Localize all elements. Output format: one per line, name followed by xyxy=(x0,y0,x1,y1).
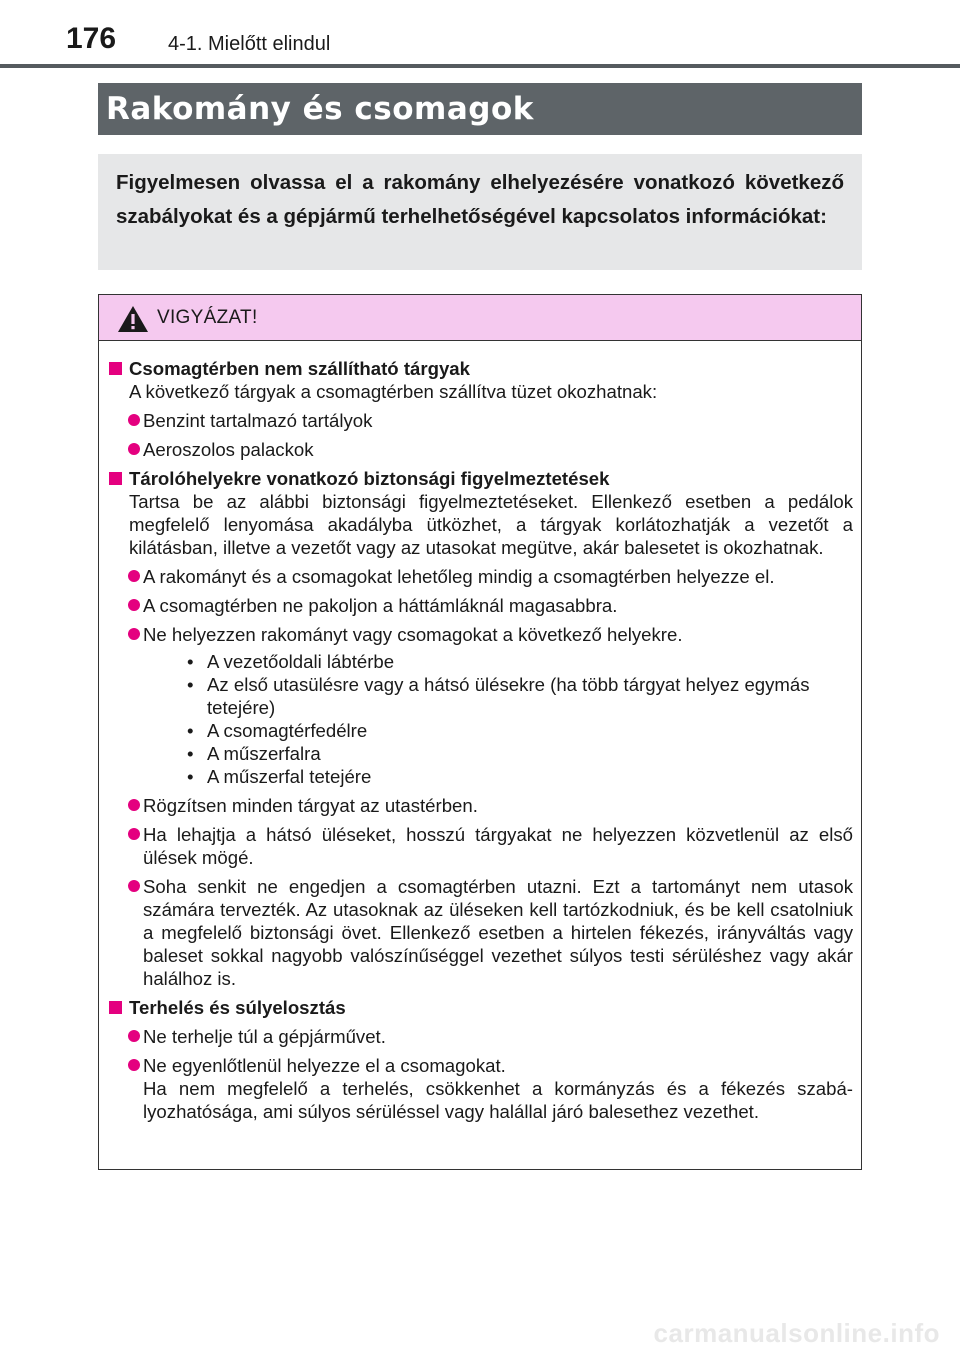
bullet-item xyxy=(109,565,853,588)
chapter-title: 4-1. Mielőtt elindul xyxy=(168,33,331,55)
sub-list-item-text: A csomagtérfedélre xyxy=(207,720,368,741)
bullet-item-text: Ne egyenlőtlenül helyezze el a csomagokat. Ha nem megfelelő a terhelés, csökkenhet a kormányzás és a fékezés szabályozhatósága, ami súlyos sérüléssel vagy halállal járó balesethez vezethet. xyxy=(143,1055,853,1122)
warning-body xyxy=(99,341,861,1123)
round-bullet-icon xyxy=(128,880,140,892)
warning-box xyxy=(98,294,862,1170)
dot-marker: • xyxy=(187,651,194,672)
bullet-item xyxy=(109,1054,853,1123)
watermark: carmanualsonline.info xyxy=(653,1318,940,1348)
warning-header xyxy=(99,295,861,341)
dot-marker: • xyxy=(187,766,194,787)
bullet-item-text: Ha lehajtja a hátsó üléseket, hosszú tárgyakat ne helyezzen közvetlenül az első ülések mögé. xyxy=(143,824,853,868)
square-bullet-icon xyxy=(109,362,122,375)
group-text: A következő tárgyak a csomagtérben szállítva tüzet okozhatnak: xyxy=(129,381,658,402)
group-text: Tartsa be az alábbi biztonsági figyelmeztetéseket. Ellenkező esetben a pedálok megfelelő lenyomása akadályba ütközhet, a tárgyak korlátozhatják a vezetőt a kilátásban, illetve a vezetőt vagy az utasokat megütve, akár balesetet is okozhatnak. xyxy=(129,491,853,558)
bullet-item xyxy=(109,623,853,788)
round-bullet-icon xyxy=(128,443,140,455)
square-bullet-icon xyxy=(109,472,122,485)
group-heading xyxy=(109,357,853,380)
square-bullet-icon xyxy=(109,1001,122,1014)
sub-list-item xyxy=(143,719,853,742)
round-bullet-icon xyxy=(128,628,140,640)
group-heading xyxy=(109,996,853,1019)
bullet-item-text: A csomagtérben ne pakoljon a háttámláknál magasabbra. xyxy=(143,595,618,616)
round-bullet-icon xyxy=(128,1059,140,1071)
bullet-item xyxy=(109,875,853,990)
round-bullet-icon xyxy=(128,1030,140,1042)
sub-list xyxy=(143,650,853,788)
sub-list-item xyxy=(143,765,853,788)
sub-list-item-text: A vezetőoldali lábtérbe xyxy=(207,651,395,672)
bullet-item xyxy=(109,438,853,461)
intro-box: Figyelmesen olvassa el a rakomány elhelyezésére vonatkozó következő szabályokat és a gépjármű terhelhetőségével kapcsolatos információkat: xyxy=(98,154,862,270)
bullet-item-text: Ne helyezzen rakományt vagy csomagokat a következő helyekre. xyxy=(143,624,683,645)
dot-marker: • xyxy=(187,743,194,764)
page-number: 176 xyxy=(66,22,117,55)
group-heading xyxy=(109,467,853,490)
round-bullet-icon xyxy=(128,414,140,426)
sub-list-item xyxy=(143,650,853,673)
sub-list-item xyxy=(143,673,853,719)
sub-list-item xyxy=(143,742,853,765)
sub-list-item-text: A műszerfal tetejére xyxy=(207,766,372,787)
warning-triangle-icon xyxy=(117,305,149,333)
bullet-item xyxy=(109,594,853,617)
bullet-item-text: Benzint tartalmazó tartályok xyxy=(143,410,373,431)
bullet-item xyxy=(109,409,853,432)
page-header xyxy=(0,0,960,68)
round-bullet-icon xyxy=(128,828,140,840)
bullet-item xyxy=(109,1025,853,1048)
bullet-item-text: Ne terhelje túl a gépjárművet. xyxy=(143,1026,386,1047)
bullet-item-text: Aeroszolos palackok xyxy=(143,439,314,460)
bullet-item xyxy=(109,794,853,817)
warning-group xyxy=(109,357,853,461)
section-title: Rakomány és csomagok xyxy=(98,83,862,135)
group-heading-text: Csomagtérben nem szállítható tárgyak xyxy=(129,358,470,379)
dot-marker: • xyxy=(187,674,194,695)
bullet-item-text: A rakományt és a csomagokat lehetőleg mindig a csomagtérben helyezze el. xyxy=(143,566,775,587)
group-heading-text: Tárolóhelyekre vonatkozó biztonsági figyelmeztetések xyxy=(129,468,610,489)
bullet-item-text: Rögzítsen minden tárgyat az utastérben. xyxy=(143,795,478,816)
warning-title: VIGYÁZAT! xyxy=(157,307,258,328)
warning-group xyxy=(109,467,853,990)
sub-list-item-text: Az első utasülésre vagy a hátsó ülésekre (ha több tárgyat helyez egymás tetejére) xyxy=(207,674,810,718)
warning-group xyxy=(109,996,853,1123)
bullet-item-text: Soha senkit ne engedjen a csomagtérben utazni. Ezt a tartományt nem utasok számára tervezték. Az utasoknak az üléseken kell tartózkodniuk, és be kell csatolniuk a megfelelő biztonsági övet. Ellenkező esetben a hirtelen fékezés, irányváltás vagy baleset sokkal nagyobb valószínűséggel vezethet súlyos testi sérüléshez vagy akár halálhoz is. xyxy=(143,876,853,989)
bullet-item xyxy=(109,823,853,869)
header-rule xyxy=(0,64,960,68)
group-heading-text: Terhelés és súlyelosztás xyxy=(129,997,346,1018)
round-bullet-icon xyxy=(128,599,140,611)
sub-list-item-text: A műszerfalra xyxy=(207,743,321,764)
dot-marker: • xyxy=(187,720,194,741)
round-bullet-icon xyxy=(128,570,140,582)
round-bullet-icon xyxy=(128,799,140,811)
